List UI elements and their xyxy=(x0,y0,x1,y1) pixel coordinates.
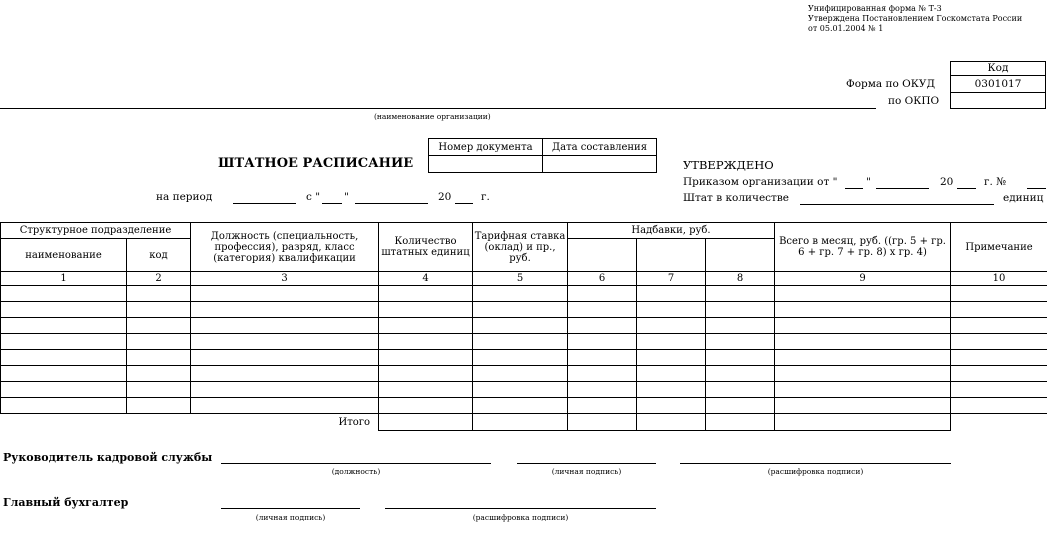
table-cell[interactable] xyxy=(568,398,637,414)
table-cell[interactable] xyxy=(951,334,1047,350)
table-row xyxy=(1,382,1047,398)
table-cell[interactable] xyxy=(127,334,191,350)
table-cell[interactable] xyxy=(1,350,127,366)
period-month-line[interactable] xyxy=(355,203,428,204)
table-cell[interactable] xyxy=(706,334,775,350)
total-cell[interactable] xyxy=(706,414,775,431)
table-cell[interactable] xyxy=(1,286,127,302)
staff-count-line[interactable] xyxy=(800,204,994,205)
code-header: Код xyxy=(987,62,1009,74)
table-cell[interactable] xyxy=(706,286,775,302)
header-note: Примечание xyxy=(951,223,1047,272)
total-label: Итого xyxy=(338,416,371,428)
acc-signature-caption: (личная подпись) xyxy=(255,513,326,522)
table-cell[interactable] xyxy=(473,398,568,414)
table-cell[interactable] xyxy=(775,302,951,318)
table-cell[interactable] xyxy=(127,302,191,318)
table-cell[interactable] xyxy=(127,382,191,398)
table-body xyxy=(1,286,1047,414)
table-row xyxy=(1,350,1047,366)
table-row xyxy=(1,302,1047,318)
table-cell[interactable] xyxy=(568,318,637,334)
table-cell[interactable] xyxy=(191,334,379,350)
period-from-close: " xyxy=(344,191,349,203)
table-cell[interactable] xyxy=(191,286,379,302)
table-cell[interactable] xyxy=(775,382,951,398)
column-number: 3 xyxy=(191,272,379,286)
hr-position-caption: (должность) xyxy=(331,467,381,476)
table-cell[interactable] xyxy=(473,334,568,350)
acc-decode-caption: (расшифровка подписи) xyxy=(472,513,569,522)
table-cell[interactable] xyxy=(775,350,951,366)
header-dept-name: наименование xyxy=(1,239,127,272)
total-cell[interactable] xyxy=(637,414,706,431)
table-cell[interactable] xyxy=(379,318,473,334)
table-cell[interactable] xyxy=(568,286,637,302)
doc-number-header: Номер документа xyxy=(429,139,543,156)
table-cell[interactable] xyxy=(191,382,379,398)
code-divider-2 xyxy=(950,92,1046,93)
table-row xyxy=(1,334,1047,350)
table-row xyxy=(1,398,1047,414)
column-number: 1 xyxy=(1,272,127,286)
header-dept-code: код xyxy=(127,239,191,272)
total-cell[interactable] xyxy=(473,414,568,431)
column-number: 4 xyxy=(379,272,473,286)
approval-staff-units: единиц xyxy=(1003,192,1044,204)
table-cell[interactable] xyxy=(951,382,1047,398)
table-cell[interactable] xyxy=(379,350,473,366)
doc-date-header: Дата составления xyxy=(543,139,657,156)
column-number: 9 xyxy=(775,272,951,286)
table-cell[interactable] xyxy=(127,318,191,334)
okud-value[interactable]: 0301017 xyxy=(974,78,1022,90)
table-cell[interactable] xyxy=(775,366,951,382)
column-numbers-row xyxy=(1,272,1047,286)
period-year: 20 xyxy=(438,191,452,203)
header-position: Должность (специальность, профессия), разряд, класс (категория) квалификации xyxy=(191,223,379,272)
table-cell[interactable] xyxy=(951,302,1047,318)
table-cell[interactable] xyxy=(706,398,775,414)
table-cell[interactable] xyxy=(473,366,568,382)
table-cell[interactable] xyxy=(951,286,1047,302)
organization-line[interactable] xyxy=(0,108,876,109)
table-cell[interactable] xyxy=(379,334,473,350)
table-cell[interactable] xyxy=(473,350,568,366)
staff-table xyxy=(0,222,1047,431)
table-cell[interactable] xyxy=(127,366,191,382)
table-cell[interactable] xyxy=(473,286,568,302)
table-cell[interactable] xyxy=(127,398,191,414)
table-cell[interactable] xyxy=(191,350,379,366)
approval-order-year: 20 xyxy=(940,176,954,188)
column-number: 7 xyxy=(637,272,706,286)
column-number: 2 xyxy=(127,272,191,286)
period-from-line[interactable] xyxy=(233,203,296,204)
table-cell[interactable] xyxy=(706,318,775,334)
order-day-line[interactable] xyxy=(845,188,863,189)
header-total: Всего в месяц, руб. ((гр. 5 + гр. 6 + гр. 7 + гр. 8) х гр. 4) xyxy=(775,223,951,272)
period-label: на период xyxy=(156,191,213,203)
order-month-line[interactable] xyxy=(876,188,929,189)
table-cell[interactable] xyxy=(568,350,637,366)
table-cell[interactable] xyxy=(1,398,127,414)
hr-signature-line[interactable] xyxy=(517,463,656,464)
page-title: ШТАТНОЕ РАСПИСАНИЕ xyxy=(218,156,414,171)
table-row xyxy=(1,366,1047,382)
table-cell[interactable] xyxy=(637,366,706,382)
form-header-line3: от 05.01.2004 № 1 xyxy=(808,24,884,33)
table-cell[interactable] xyxy=(191,318,379,334)
table-cell[interactable] xyxy=(1,366,127,382)
doc-date-value[interactable] xyxy=(543,156,657,173)
header-bonus-6 xyxy=(568,239,637,272)
approval-order-quote: " xyxy=(866,176,871,188)
doc-number-table xyxy=(428,138,657,173)
table-cell[interactable] xyxy=(637,350,706,366)
acc-signature-line[interactable] xyxy=(221,508,360,509)
table-cell[interactable] xyxy=(568,382,637,398)
table-cell[interactable] xyxy=(637,334,706,350)
order-year-line[interactable] xyxy=(957,188,976,189)
table-cell[interactable] xyxy=(379,382,473,398)
table-cell[interactable] xyxy=(775,318,951,334)
table-cell[interactable] xyxy=(951,398,1047,414)
table-cell[interactable] xyxy=(951,366,1047,382)
total-blank xyxy=(951,414,1047,431)
table-cell[interactable] xyxy=(706,382,775,398)
table-cell[interactable] xyxy=(568,302,637,318)
code-divider xyxy=(950,75,1046,76)
table-cell[interactable] xyxy=(637,382,706,398)
form-header-line2: Утверждена Постановлением Госкомстата России xyxy=(808,14,1023,23)
acc-label: Главный бухгалтер xyxy=(3,496,129,509)
hr-decode-line[interactable] xyxy=(680,463,951,464)
okud-label: Форма по ОКУД xyxy=(846,78,936,90)
total-cell[interactable] xyxy=(775,414,951,431)
table-cell[interactable] xyxy=(473,382,568,398)
table-cell[interactable] xyxy=(379,302,473,318)
hr-decode-caption: (расшифровка подписи) xyxy=(767,467,864,476)
table-row xyxy=(1,318,1047,334)
approval-order-suffix: г. № xyxy=(984,176,1007,188)
table-cell[interactable] xyxy=(637,302,706,318)
okpo-label: по ОКПО xyxy=(888,95,940,107)
form-header xyxy=(808,4,1022,34)
header-bonus-8 xyxy=(706,239,775,272)
table-cell[interactable] xyxy=(706,350,775,366)
header-bonus-7 xyxy=(637,239,706,272)
total-cell[interactable] xyxy=(379,414,473,431)
table-cell[interactable] xyxy=(191,398,379,414)
header-bonus: Надбавки, руб. xyxy=(568,223,775,239)
period-year-line[interactable] xyxy=(455,203,473,204)
doc-number-value[interactable] xyxy=(429,156,543,173)
table-cell[interactable] xyxy=(1,302,127,318)
table-cell[interactable] xyxy=(1,334,127,350)
order-number-line[interactable] xyxy=(1027,188,1046,189)
table-cell[interactable] xyxy=(379,366,473,382)
hr-position-line[interactable] xyxy=(221,463,491,464)
header-count: Количество штатных единиц xyxy=(379,223,473,272)
table-cell[interactable] xyxy=(775,398,951,414)
table-cell[interactable] xyxy=(473,318,568,334)
table-cell[interactable] xyxy=(637,318,706,334)
period-day-line[interactable] xyxy=(322,203,342,204)
period-from-open: с " xyxy=(306,191,321,203)
table-cell[interactable] xyxy=(951,350,1047,366)
table-cell[interactable] xyxy=(568,334,637,350)
table-cell[interactable] xyxy=(706,302,775,318)
table-cell[interactable] xyxy=(1,382,127,398)
approval-order-label: Приказом организации от " xyxy=(683,176,838,188)
table-cell[interactable] xyxy=(379,286,473,302)
table-cell[interactable] xyxy=(473,302,568,318)
hr-signature-caption: (личная подпись) xyxy=(551,467,622,476)
column-number: 8 xyxy=(706,272,775,286)
table-cell[interactable] xyxy=(1,318,127,334)
table-cell[interactable] xyxy=(706,366,775,382)
table-cell[interactable] xyxy=(191,302,379,318)
approval-staff-label: Штат в количестве xyxy=(683,192,789,204)
approval-title: УТВЕРЖДЕНО xyxy=(683,158,774,172)
total-row xyxy=(1,414,1047,431)
table-cell[interactable] xyxy=(637,398,706,414)
column-number: 5 xyxy=(473,272,568,286)
header-dept: Структурное подразделение xyxy=(1,223,191,239)
table-cell[interactable] xyxy=(379,398,473,414)
table-cell[interactable] xyxy=(127,350,191,366)
total-cell[interactable] xyxy=(568,414,637,431)
organization-caption: (наименование организации) xyxy=(374,112,491,121)
period-year-suffix: г. xyxy=(481,191,490,203)
table-cell[interactable] xyxy=(191,366,379,382)
header-rate: Тарифная ставка (оклад) и пр., руб. xyxy=(473,223,568,272)
form-header-line1: Унифицированная форма № Т-3 xyxy=(808,4,942,13)
hr-label: Руководитель кадровой службы xyxy=(3,451,213,464)
column-number: 6 xyxy=(568,272,637,286)
table-cell[interactable] xyxy=(127,286,191,302)
table-cell[interactable] xyxy=(775,334,951,350)
table-cell[interactable] xyxy=(951,318,1047,334)
table-cell[interactable] xyxy=(637,286,706,302)
column-number: 10 xyxy=(951,272,1047,286)
table-cell[interactable] xyxy=(775,286,951,302)
table-row xyxy=(1,286,1047,302)
acc-decode-line[interactable] xyxy=(385,508,656,509)
table-cell[interactable] xyxy=(568,366,637,382)
